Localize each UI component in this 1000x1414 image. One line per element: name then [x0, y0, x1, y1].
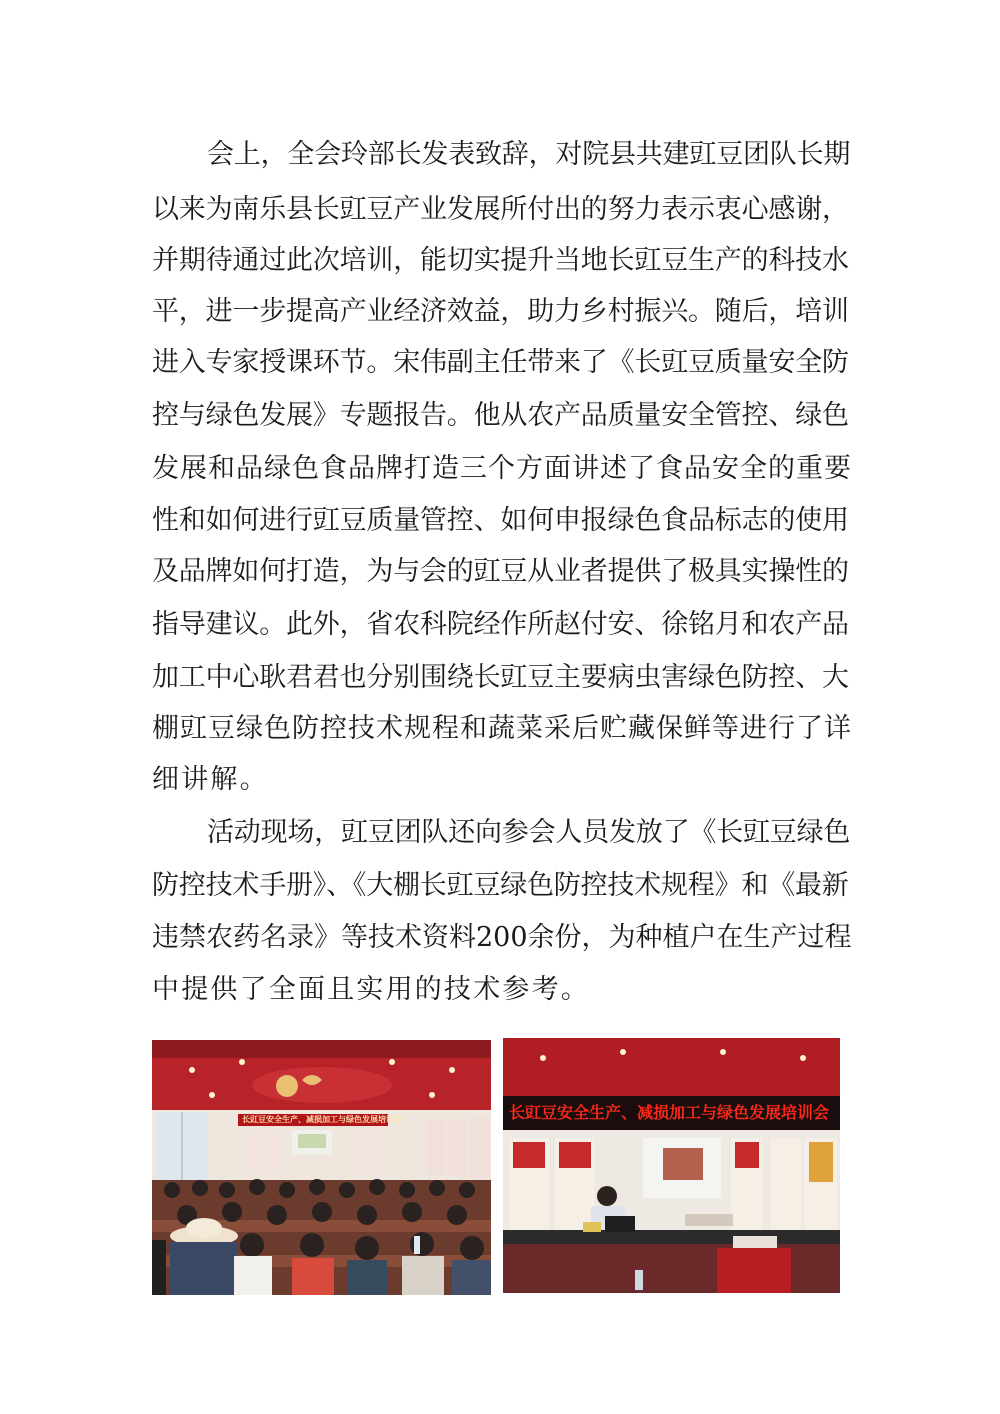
text-line: 细讲解。 — [152, 764, 269, 795]
text-line: 中提供了全面且实用的技术参考。 — [152, 974, 590, 1005]
text-line: 活动现场，豇豆团队还向参会人员发放了《长豇豆绿色 — [207, 817, 851, 848]
text-line: 指导建议。此外，省农科院经作所赵付安、徐铭月和农产品 — [152, 609, 849, 640]
text-line: 以来为南乐县长豇豆产业发展所付出的努力表示衷心感谢， — [152, 194, 849, 225]
right-photo-banner: 长豇豆安全生产、减损加工与绿色发展培训会 — [509, 1103, 830, 1122]
text-line: 棚豇豆绿色防控技术规程和蔬菜采后贮藏保鲜等进行了详 — [152, 713, 852, 744]
text-line: 控与绿色发展》专题报告。他从农产品质量安全管控、绿色 — [152, 400, 849, 431]
meeting-hall-photo — [152, 1040, 491, 1295]
text-line: 违禁农药名录》等技术资料200余份，为种植户在生产过程 — [152, 922, 852, 953]
meeting-hall-illustration — [152, 1040, 491, 1295]
text-line: 发展和品绿色食品牌打造三个方面讲述了食品安全的重要 — [152, 453, 852, 484]
text-line: 及品牌如何打造，为与会的豇豆从业者提供了极具实操性的 — [152, 556, 849, 587]
text-line: 进入专家授课环节。宋伟副主任带来了《长豇豆质量安全防 — [152, 347, 849, 378]
text-line: 并期待通过此次培训，能切实提升当地长豇豆生产的科技水 — [152, 245, 849, 276]
text-line: 加工中心耿君君也分别围绕长豇豆主要病虫害绿色防控、大 — [152, 662, 849, 693]
speaker-podium-photo — [503, 1038, 840, 1293]
text-line: 平，进一步提高产业经济效益，助力乡村振兴。随后，培训 — [152, 296, 849, 327]
text-line: 防控技术手册》、《大棚长豇豆绿色防控技术规程》和《最新 — [152, 870, 849, 901]
speaker-podium-illustration — [503, 1038, 840, 1293]
text-line: 性和如何进行豇豆质量管控、如何申报绿色食品标志的使用 — [152, 505, 849, 536]
text-line: 会上，全会玲部长发表致辞，对院县共建豇豆团队长期 — [207, 139, 851, 170]
left-photo-banner: 长豇豆安全生产、减损加工与绿色发展培训会 — [242, 1115, 402, 1124]
